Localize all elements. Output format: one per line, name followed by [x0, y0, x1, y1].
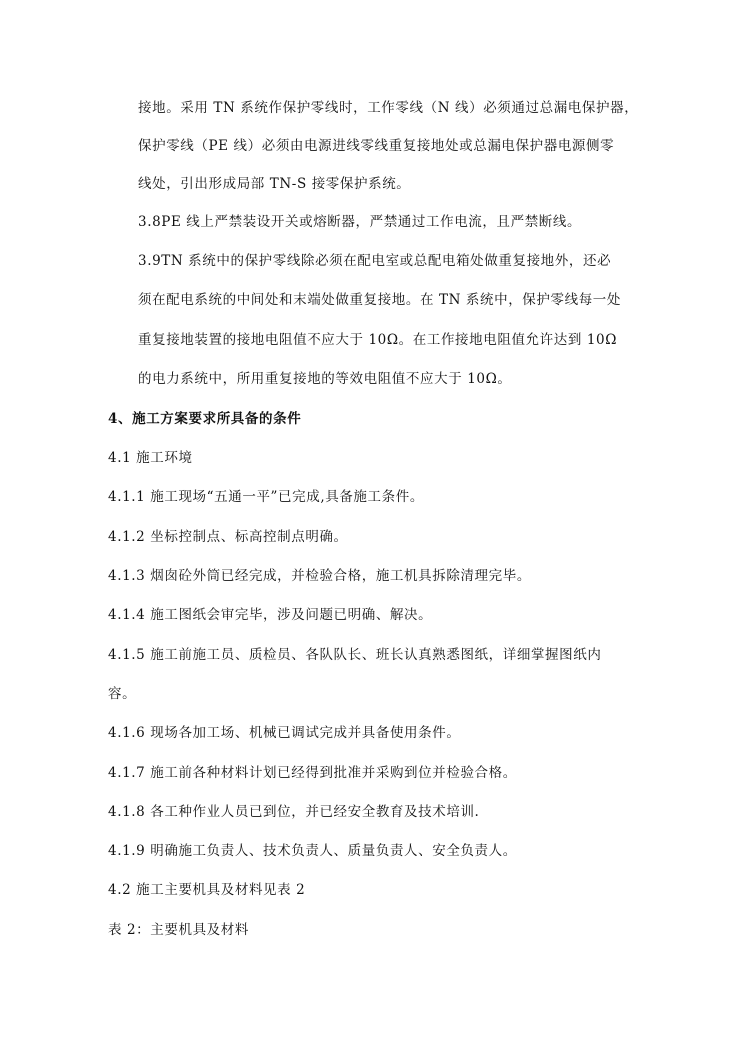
- paragraph-3-8: 3.8PE 线上严禁装设开关或熔断器，严禁通过工作电流，且严禁断线。: [138, 214, 582, 230]
- section-4-heading: 4、施工方案要求所具备的条件: [108, 411, 302, 427]
- section-4-1-6: 4.1.6 现场各加工场、机械已调试完成并具备使用条件。: [108, 725, 461, 741]
- section-4-1-1: 4.1.1 施工现场“五通一平”已完成,具备施工条件。: [108, 489, 424, 505]
- section-4-1-5-line-2: 容。: [108, 686, 137, 702]
- section-4-1-7: 4.1.7 施工前各种材料计划已经得到批准并采购到位并检验合格。: [108, 765, 517, 781]
- section-4-1-4: 4.1.4 施工图纸会审完毕，涉及问题已明确、解决。: [108, 607, 433, 623]
- paragraph-grounding-line-1: 接地。采用 TN 系统作保护零线时，工作零线（N 线）必须通过总漏电保护器，: [138, 100, 639, 116]
- section-4-1-2: 4.1.2 坐标控制点、标高控制点明确。: [108, 529, 348, 545]
- section-4-1-9: 4.1.9 明确施工负责人、技术负责人、质量负责人、安全负责人。: [108, 843, 517, 859]
- table-caption: 表 2：主要机具及材料: [108, 922, 249, 938]
- section-4-1-8: 4.1.8 各工种作业人员已到位，并已经安全教育及技术培训.: [108, 804, 480, 820]
- section-4-1-5-line-1: 4.1.5 施工前施工员、质检员、各队队长、班长认真熟悉图纸，详细掌握图纸内: [108, 647, 602, 663]
- paragraph-3-9-line-4: 的电力系统中，所用重复接地的等效电阻值不应大于 10Ω。: [138, 371, 512, 387]
- section-4-1: 4.1 施工环境: [108, 450, 193, 466]
- paragraph-3-9-line-3: 重复接地装置的接地电阻值不应大于 10Ω。在工作接地电阻值允许达到 10Ω: [138, 332, 618, 348]
- paragraph-3-9-line-1: 3.9TN 系统中的保护零线除必须在配电室或总配电箱处做重复接地外，还必: [138, 253, 612, 269]
- paragraph-grounding-line-3: 线处，引出形成局部 TN-S 接零保护系统。: [138, 176, 411, 192]
- paragraph-3-9-line-2: 须在配电系统的中间处和末端处做重复接地。在 TN 系统中，保护零线每一处: [138, 292, 621, 308]
- paragraph-grounding-line-2: 保护零线（PE 线）必须由电源进线零线重复接地处或总漏电保护器电源侧零: [138, 138, 615, 154]
- section-4-2: 4.2 施工主要机具及材料见表 2: [108, 882, 306, 898]
- section-4-1-3: 4.1.3 烟囱砼外筒已经完成，并检验合格，施工机具拆除清理完毕。: [108, 568, 531, 584]
